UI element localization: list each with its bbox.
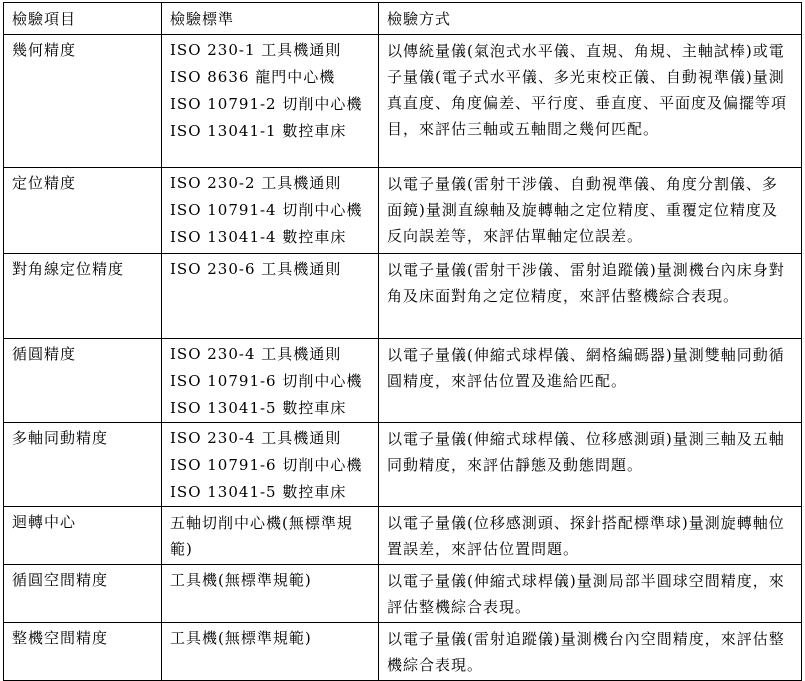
header-inspection-standard: 檢驗標準 — [162, 3, 379, 35]
method-text: 以電子量儀(伸縮式球桿儀、位移感測頭)量測三軸及五軸同動精度，來評估靜態及動態問題。 — [387, 430, 785, 474]
item-cell: 迴轉中心 — [4, 507, 162, 565]
table-row — [4, 423, 802, 507]
standard-line: ISO 230-2 工具機通則 — [170, 174, 342, 192]
standard-line: ISO 10791-4 切削中心機 — [170, 201, 363, 219]
method-cell — [379, 168, 802, 254]
method-text: 以傳統量儀(氣泡式水平儀、直規、角規、主軸試棒)或電子量儀(電子式水平儀、多光束校正儀、自動視準儀)量測真直度、角度偏差、平行度、垂直度、平面度及偏擺等項目，來評估三軸或五軸間之幾何匹配。 — [387, 42, 788, 138]
method-text: 以電子量儀(伸縮式球桿儀)量測局部半圓球空間精度，來評估整機綜合表現。 — [387, 572, 785, 616]
table-row — [4, 507, 802, 565]
table-row — [4, 339, 802, 423]
item-cell: 對角線定位精度 — [4, 254, 162, 339]
table-row — [4, 35, 802, 168]
standard-line: ISO 10791-6 切削中心機 — [170, 372, 363, 390]
standards-cell — [162, 254, 379, 339]
item-cell: 幾何精度 — [4, 35, 162, 168]
header-inspection-method: 檢驗方式 — [379, 3, 802, 35]
method-cell — [379, 254, 802, 339]
method-cell — [379, 339, 802, 423]
standards-cell — [162, 35, 379, 168]
table-body — [4, 35, 802, 681]
standards-cell — [162, 565, 379, 623]
inspection-table — [3, 2, 802, 681]
standards-cell — [162, 339, 379, 423]
standard-line: ISO 13041-4 數控車床 — [170, 228, 347, 246]
method-text: 以電子量儀(位移感測頭、探針搭配標準球)量測旋轉軸位置誤差，來評估位置問題。 — [387, 514, 785, 558]
method-text: 以電子量儀(雷射干涉儀、雷射追蹤儀)量測機台內床身對角及床面對角之定位精度，來評估整機綜合表現。 — [387, 261, 785, 305]
standard-line: ISO 230-6 工具機通則 — [170, 260, 342, 278]
item-cell: 整機空間精度 — [4, 623, 162, 681]
standards-cell — [162, 507, 379, 565]
standards-cell — [162, 623, 379, 681]
standards-cell — [162, 168, 379, 254]
method-text: 以電子量儀(伸縮式球桿儀、網格編碼器)量測雙軸同動循圓精度，來評估位置及進給匹配。 — [387, 346, 785, 390]
header-inspection-item: 檢驗項目 — [4, 3, 162, 35]
standard-line: 工具機(無標準規範) — [170, 629, 312, 647]
method-cell — [379, 623, 802, 681]
method-text: 以電子量儀(雷射追蹤儀)量測機台內空間精度，來評估整機綜合表現。 — [387, 630, 785, 674]
method-cell — [379, 565, 802, 623]
standard-line: ISO 230-4 工具機通則 — [170, 429, 342, 447]
item-cell: 定位精度 — [4, 168, 162, 254]
table-row — [4, 565, 802, 623]
table-row — [4, 623, 802, 681]
method-cell — [379, 507, 802, 565]
standard-line: ISO 10791-6 切削中心機 — [170, 456, 363, 474]
standard-line: ISO 10791-2 切削中心機 — [170, 95, 363, 113]
table-row — [4, 168, 802, 254]
standard-line: ISO 230-4 工具機通則 — [170, 345, 342, 363]
table-header — [4, 3, 802, 35]
standards-cell — [162, 423, 379, 507]
standard-line: ISO 8636 龍門中心機 — [170, 68, 336, 86]
header-row — [4, 3, 802, 35]
method-cell — [379, 423, 802, 507]
item-cell: 多軸同動精度 — [4, 423, 162, 507]
method-text: 以電子量儀(雷射干涉儀、自動視準儀、角度分割儀、多面鏡)量測直線軸及旋轉軸之定位精度、重覆定位精度及反向誤差等，來評估單軸定位誤差。 — [387, 175, 778, 245]
item-cell: 循圓空間精度 — [4, 565, 162, 623]
standard-line: ISO 230-1 工具機通則 — [170, 41, 342, 59]
table-row — [4, 254, 802, 339]
standard-line: ISO 13041-5 數控車床 — [170, 399, 347, 417]
item-cell: 循圓精度 — [4, 339, 162, 423]
standard-line: 工具機(無標準規範) — [170, 571, 312, 589]
standard-line: ISO 13041-1 數控車床 — [170, 122, 347, 140]
method-cell — [379, 35, 802, 168]
standard-line: 五軸切削中心機(無標準規範) — [170, 514, 353, 558]
standard-line: ISO 13041-5 數控車床 — [170, 483, 347, 501]
